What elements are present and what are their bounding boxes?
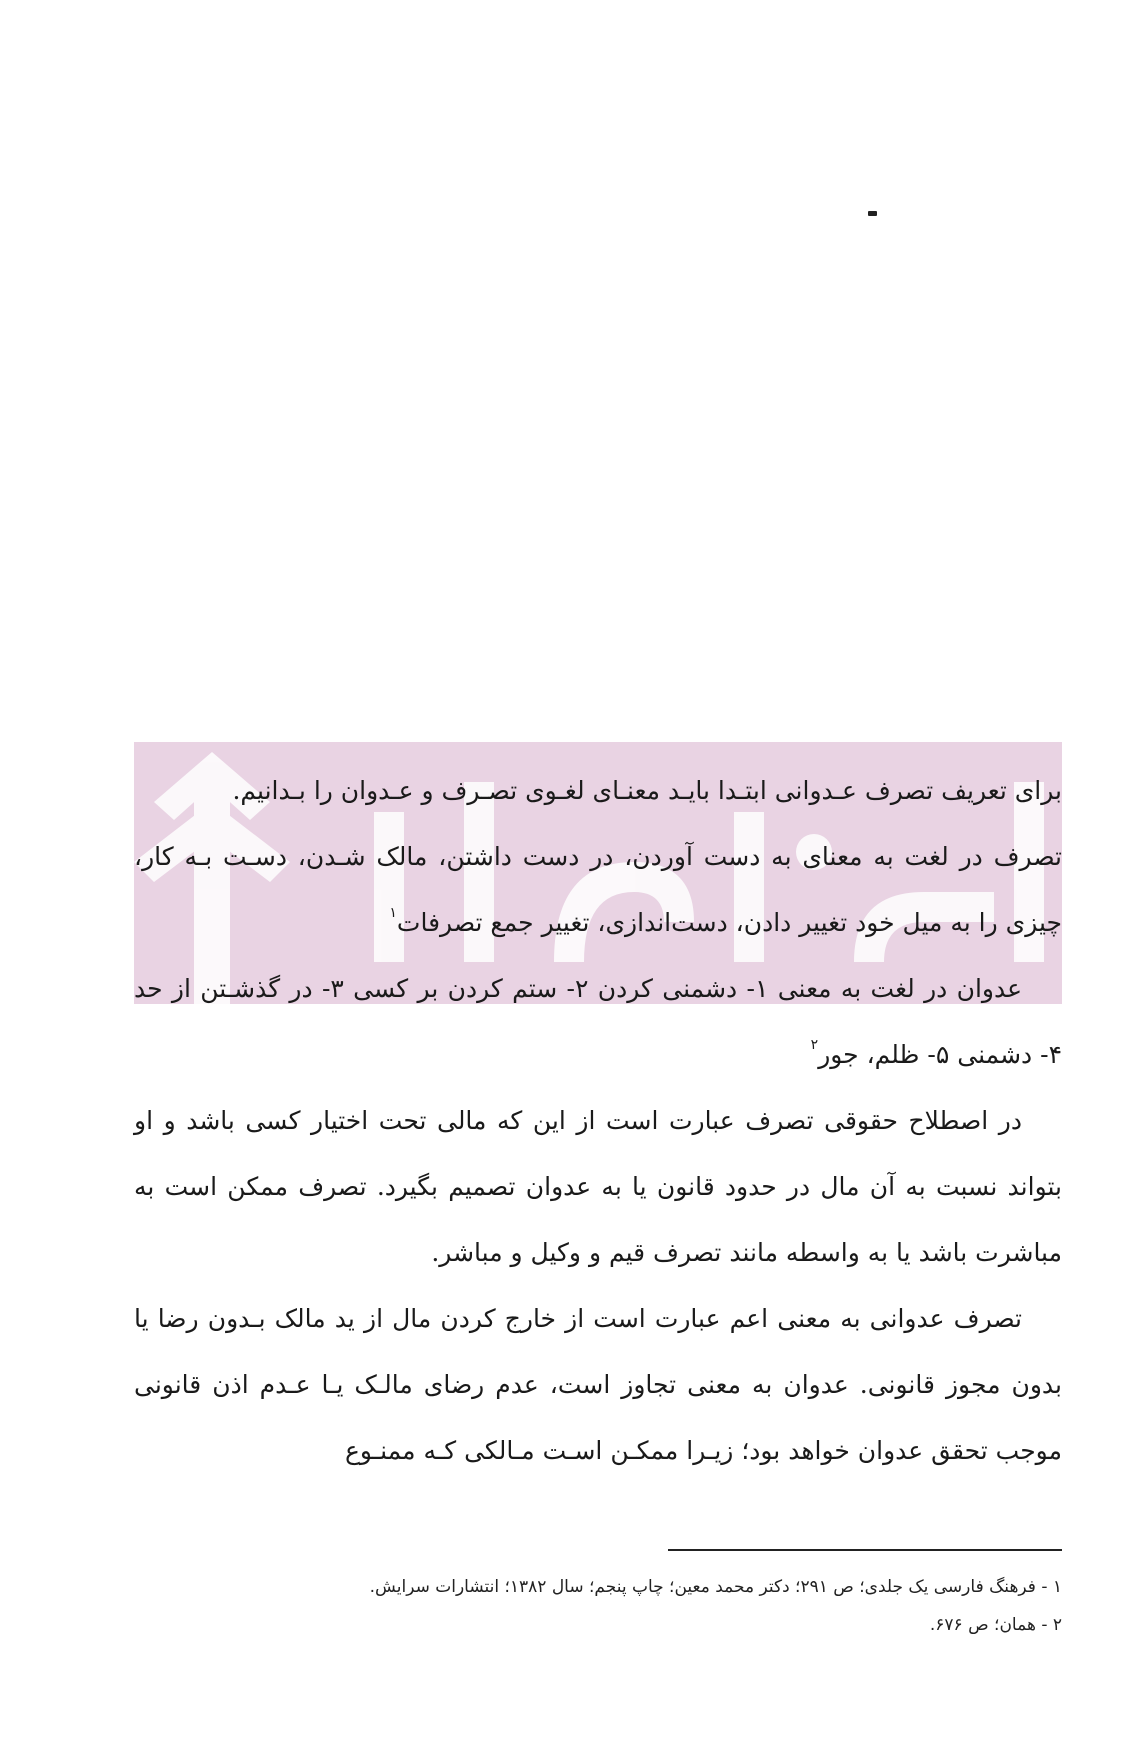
footnote-ref-1: ۱: [389, 905, 397, 921]
body-text: [134, 758, 1062, 1484]
paragraph-1: [134, 758, 1062, 824]
paragraph-2: [134, 824, 1062, 956]
footnote-1: ۱ - فرهنگ فارسی یک جلدی؛ ص ۲۹۱؛ دکتر محمد معین؛ چاپ پنجم؛ سال ۱۳۸۲؛ انتشارات سرایش.: [369, 1577, 1062, 1597]
paragraph-1-text: برای تعریف تصرف عـدوانی ابتـدا بایـد معنـای لغـوی تصـرف و عـدوان را بـدانیم.: [232, 776, 1062, 805]
footnote-divider: [668, 1549, 1062, 1551]
footnotes: [134, 1568, 1062, 1644]
paragraph-3: [134, 956, 1062, 1088]
paragraph-4-text: در اصطلاح حقوقی تصرف عبارت است از این که مالی تحت اختیار کسی باشد و او بتواند نسبت به آن مال در حدود قانون یا به عدوان تصمیم بگیرد. تصرف ممکن است به مباشرت باشد یا به واسطه مانند تصرف قیم و وکیل و مباشر.: [134, 1106, 1062, 1267]
paragraph-4: [134, 1088, 1062, 1286]
footnote-2: ۲ - همان؛ ص ۶۷۶.: [929, 1615, 1062, 1635]
paragraph-3-text: عدوان در لغت به معنی ۱- دشمنی کردن ۲- ستم کردن بر کسی ۳- در گذشـتن از حد ۴- دشمنی ۵- ظلم، جور: [134, 974, 1062, 1069]
paragraph-5-text: تصرف عدوانی به معنی اعم عبارت است از خارج کردن مال از ید مالک بـدون رضا یا بدون مجوز قانونی. عدوان به معنی تجاوز است، عدم رضای مالـک یـا عـدم اذن قانونی موجب تحقق عدوان خواهد بود؛ زیـرا ممکـن اسـت مـالکی کـه ممنـوع: [134, 1304, 1062, 1465]
footnote-ref-2: ۲: [810, 1037, 819, 1053]
paragraph-2-text: تصرف در لغت به معنای به دست آوردن، در دست داشتن، مالک شـدن، دسـت بـه کار، چیزی را به میل خود تغییر دادن، دست‌اندازی، تغییر جمع تصرفات: [134, 842, 1062, 937]
page-mark: [868, 211, 877, 216]
paragraph-5: [134, 1286, 1062, 1484]
